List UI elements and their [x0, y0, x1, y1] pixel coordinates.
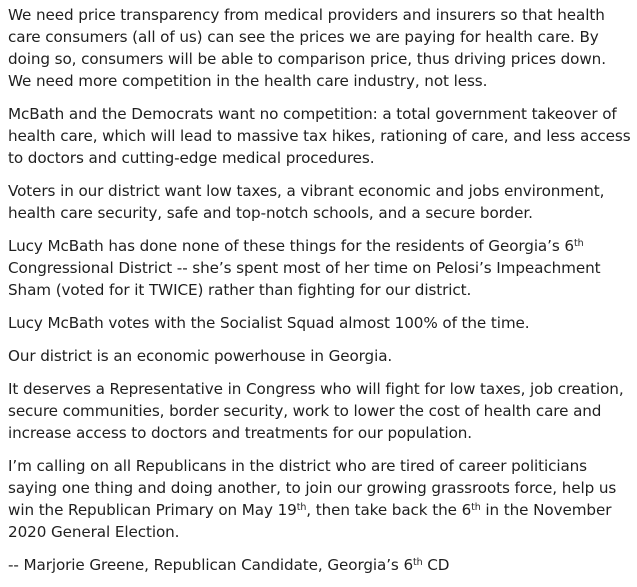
signature-text: -- Marjorie Greene, Republican Candidate, Georgia’s 6	[8, 556, 414, 574]
paragraph-representative: It deserves a Representative in Congress who will fight for low taxes, job creation, secure communities, border security, work to lower the cost of health care and increase access to doctors and treatments for our population.	[8, 380, 624, 442]
signature-line	[8, 554, 633, 576]
ordinal-suffix: th	[413, 557, 423, 568]
ordinal-suffix: th	[471, 502, 481, 513]
paragraph-economic-powerhouse: Our district is an economic powerhouse in Georgia.	[8, 347, 393, 365]
paragraph-text: Lucy McBath has done none of these things for the residents of Georgia’s 6	[8, 237, 574, 255]
paragraph-voters-want: Voters in our district want low taxes, a vibrant economic and jobs environment, health care security, safe and top-notch schools, and a secure border.	[8, 182, 605, 222]
statement-document	[8, 4, 633, 587]
paragraph-mcbath-record	[8, 235, 633, 301]
paragraph-call-to-action	[8, 455, 633, 543]
ordinal-suffix: th	[296, 502, 307, 513]
signature-text: CD	[422, 556, 450, 574]
ordinal-suffix: th	[573, 238, 584, 249]
paragraph-democrats-competition: McBath and the Democrats want no competition: a total government takeover of health care, which will lead to massive tax hikes, rationing of care, and less access to doctors and cutting-edge medical procedures.	[8, 105, 631, 167]
paragraph-text: in the November 2020 General Election.	[8, 501, 612, 541]
paragraph-text: I’m calling on all Republicans in the district who are tired of career politicians saying one thing and doing another, to join our growing grassroots force, help us win the Republican Primary on May 19	[8, 457, 617, 519]
paragraph-text: Congressional District -- she’s spent most of her time on Pelosi’s Impeachment Sham (voted for it TWICE) rather than fighting for our district.	[8, 259, 601, 299]
paragraph-text: , then take back the 6	[306, 501, 472, 519]
paragraph-socialist-squad: Lucy McBath votes with the Socialist Squad almost 100% of the time.	[8, 314, 530, 332]
paragraph-price-transparency: We need price transparency from medical providers and insurers so that health care consumers (all of us) can see the prices we are paying for health care. By doing so, consumers will be able to comparison price, thus driving prices down. We need more competition in the health care industry, not less.	[8, 6, 606, 90]
